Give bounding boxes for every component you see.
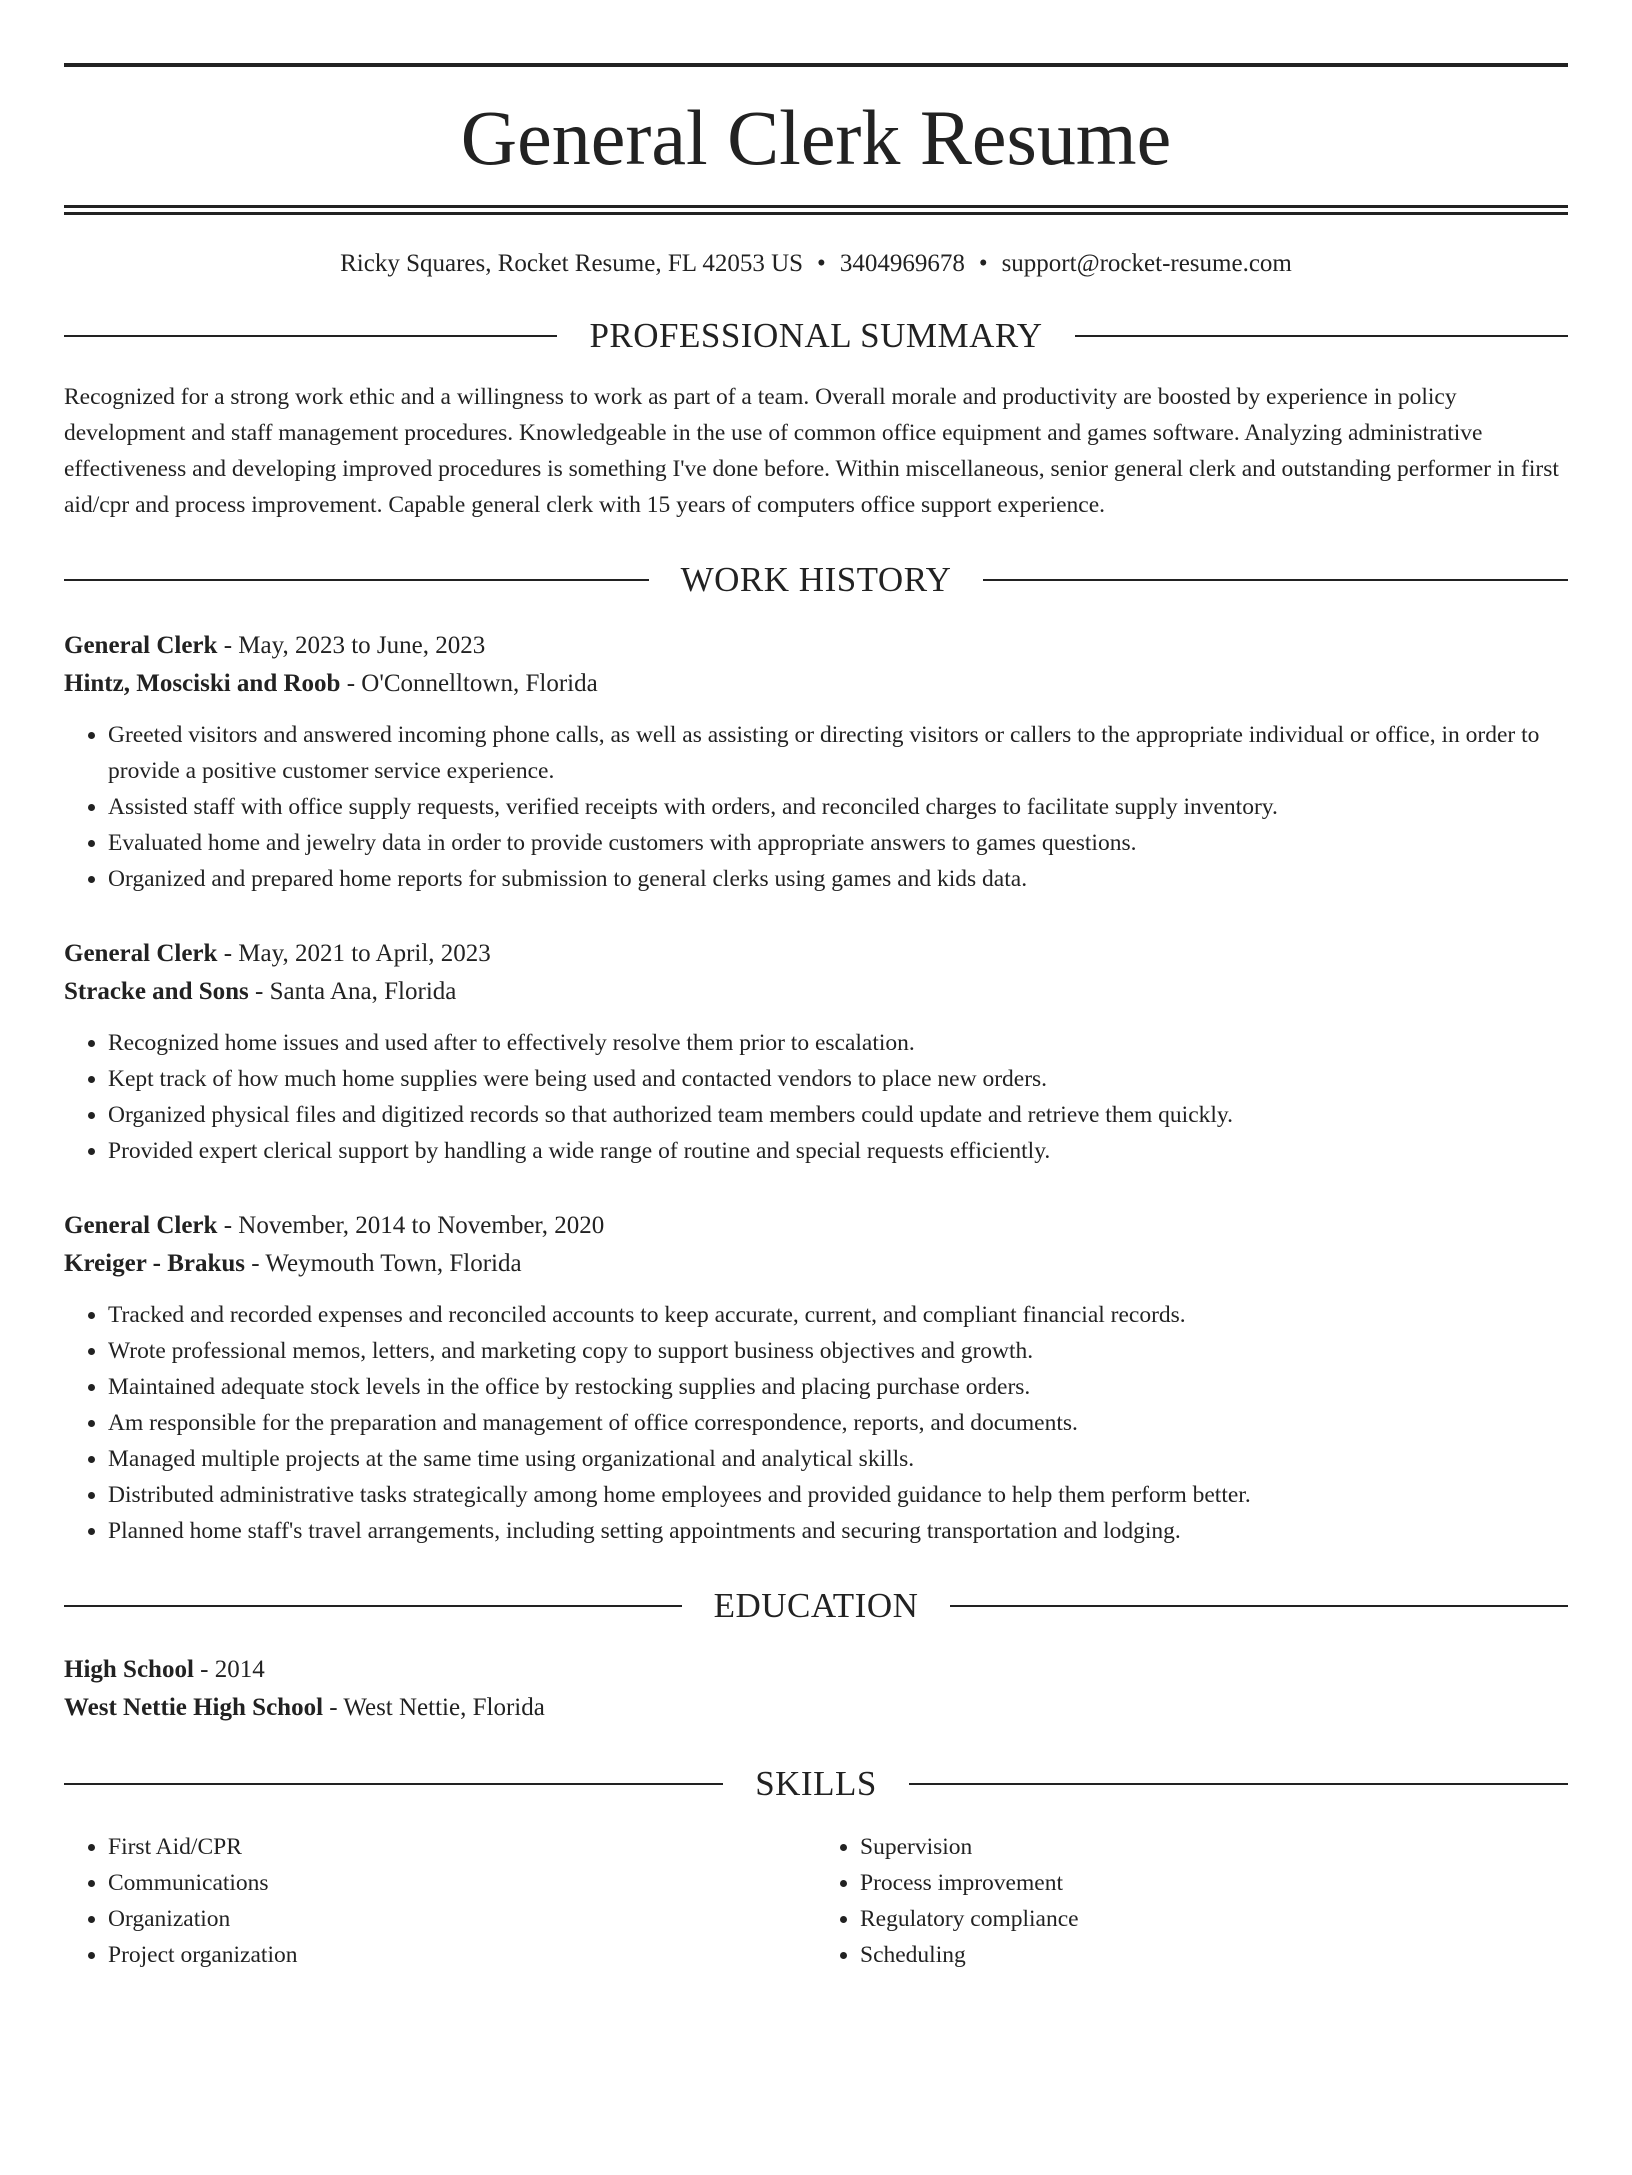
job-bullet: • Distributed administrative tasks strategically among home employees and provided guidance to help them perform better.: [108, 1477, 1568, 1513]
section-rule-left: [64, 1605, 682, 1607]
job-title: General Clerk: [64, 1212, 218, 1239]
skill-item: • Scheduling: [860, 1937, 1568, 1973]
job-location: - O'Connelltown, Florida: [340, 670, 598, 697]
resume-page: [0, 63, 1632, 2175]
job-bullet: • Evaluated home and jewelry data in order to provide customers with appropriate answers to games questions.: [108, 825, 1568, 861]
job-title: General Clerk: [64, 940, 218, 967]
skill-item: • Regulatory compliance: [860, 1901, 1568, 1937]
job-entry: [64, 627, 1568, 897]
contact-separator: •: [817, 250, 826, 277]
section-title-summary: PROFESSIONAL SUMMARY: [589, 316, 1043, 355]
education-degree-line: [64, 1651, 1568, 1689]
job-company-line: [64, 665, 1568, 703]
section-header-work: [64, 559, 1568, 601]
skill-item: • Process improvement: [860, 1865, 1568, 1901]
job-company: Stracke and Sons: [64, 978, 249, 1005]
job-bullet: • Organized physical files and digitized records so that authorized team members could update and retrieve them quickly.: [108, 1097, 1568, 1133]
skill-item: • Project organization: [108, 1937, 816, 1973]
section-header-summary: [64, 315, 1568, 357]
education-degree: High School: [64, 1656, 194, 1683]
job-location: - Santa Ana, Florida: [248, 978, 457, 1005]
skill-item: • Communications: [108, 1865, 816, 1901]
skill-item: • First Aid/CPR: [108, 1829, 816, 1865]
job-bullet: • Maintained adequate stock levels in the office by restocking supplies and placing purchase orders.: [108, 1369, 1568, 1405]
job-bullet: • Greeted visitors and answered incoming phone calls, as well as assisting or directing visitors or callers to the appropriate individual or office, in order to provide a positive customer service experience.: [108, 717, 1568, 789]
job-title-line: [64, 627, 1568, 665]
job-entry: [64, 935, 1568, 1169]
job-company-line: [64, 1245, 1568, 1283]
skill-item: • Organization: [108, 1901, 816, 1937]
job-bullet: • Assisted staff with office supply requests, verified receipts with orders, and reconciled charges to facilitate supply inventory.: [108, 789, 1568, 825]
top-rule: [64, 63, 1568, 67]
section-rule-right: [950, 1605, 1568, 1607]
section-rule-left: [64, 335, 557, 337]
contact-separator: •: [978, 250, 988, 277]
job-bullet: • Tracked and recorded expenses and reconciled accounts to keep accurate, current, and compliant financial records.: [108, 1297, 1568, 1333]
section-rule-right: [983, 579, 1568, 581]
title-double-rule: [64, 205, 1568, 215]
job-location: - Weymouth Town, Florida: [245, 1250, 522, 1277]
job-title-line: [64, 1207, 1568, 1245]
section-header-education: [64, 1585, 1568, 1627]
section-title-education: EDUCATION: [713, 1586, 919, 1625]
job-dates: - May, 2023 to June, 2023: [217, 632, 486, 659]
section-rule-right: [909, 1783, 1568, 1785]
job-company: Kreiger - Brakus: [64, 1250, 246, 1277]
education-location: - West Nettie, Florida: [323, 1694, 545, 1721]
contact-phone: 3404969678: [839, 250, 965, 277]
job-bullet: • Provided expert clerical support by handling a wide range of routine and special requests efficiently.: [108, 1133, 1568, 1169]
job-title-line: [64, 935, 1568, 973]
job-title: General Clerk: [64, 632, 218, 659]
skills-columns: [64, 1829, 1568, 1973]
section-title-work: WORK HISTORY: [680, 560, 952, 599]
contact-email: support@rocket-resume.com: [1001, 250, 1292, 277]
page-title: General Clerk Resume: [460, 94, 1172, 181]
education-school: West Nettie High School: [64, 1694, 324, 1721]
education-year: - 2014: [193, 1656, 265, 1683]
job-company: Hintz, Mosciski and Roob: [64, 670, 341, 697]
job-bullet: • Recognized home issues and used after to effectively resolve them prior to escalation.: [108, 1025, 1568, 1061]
job-bullet: • Organized and prepared home reports for submission to general clerks using games and kids data.: [108, 861, 1568, 897]
job-bullets: [64, 717, 1568, 897]
section-title-skills: SKILLS: [755, 1764, 877, 1803]
job-entry: [64, 1207, 1568, 1549]
contact-address: Ricky Squares, Rocket Resume, FL 42053 US: [340, 250, 804, 277]
job-bullet: • Managed multiple projects at the same time using organizational and analytical skills.: [108, 1441, 1568, 1477]
section-rule-left: [64, 579, 649, 581]
job-bullet: • Wrote professional memos, letters, and marketing copy to support business objectives and growth.: [108, 1333, 1568, 1369]
job-dates: - May, 2021 to April, 2023: [217, 940, 491, 967]
job-bullets: [64, 1025, 1568, 1169]
education-school-line: [64, 1689, 1568, 1727]
skills-column-right: [816, 1829, 1568, 1973]
section-rule-left: [64, 1783, 723, 1785]
job-bullet: • Kept track of how much home supplies were being used and contacted vendors to place new orders.: [108, 1061, 1568, 1097]
job-bullet: • Am responsible for the preparation and management of office correspondence, reports, and documents.: [108, 1405, 1568, 1441]
education-entry: [64, 1651, 1568, 1727]
job-bullet: • Planned home staff's travel arrangements, including setting appointments and securing transportation and lodging.: [108, 1513, 1568, 1549]
summary-text: Recognized for a strong work ethic and a willingness to work as part of a team. Overall morale and productivity are boosted by experience in policy development and staff management procedures. Knowledgeable in the use of common office equipment and games software. Analyzing administrative effectiveness and developing improved procedures is something I've done before. Within miscellaneous, senior general clerk and outstanding performer in first aid/cpr and process improvement. Capable general clerk with 15 years of computers office support experience.: [64, 384, 1559, 518]
job-dates: - November, 2014 to November, 2020: [217, 1212, 605, 1239]
contact-line: [64, 249, 1568, 279]
section-header-skills: [64, 1763, 1568, 1805]
job-bullets: [64, 1297, 1568, 1549]
skill-item: • Supervision: [860, 1829, 1568, 1865]
skills-column-left: [64, 1829, 816, 1973]
job-company-line: [64, 973, 1568, 1011]
section-rule-right: [1075, 335, 1568, 337]
